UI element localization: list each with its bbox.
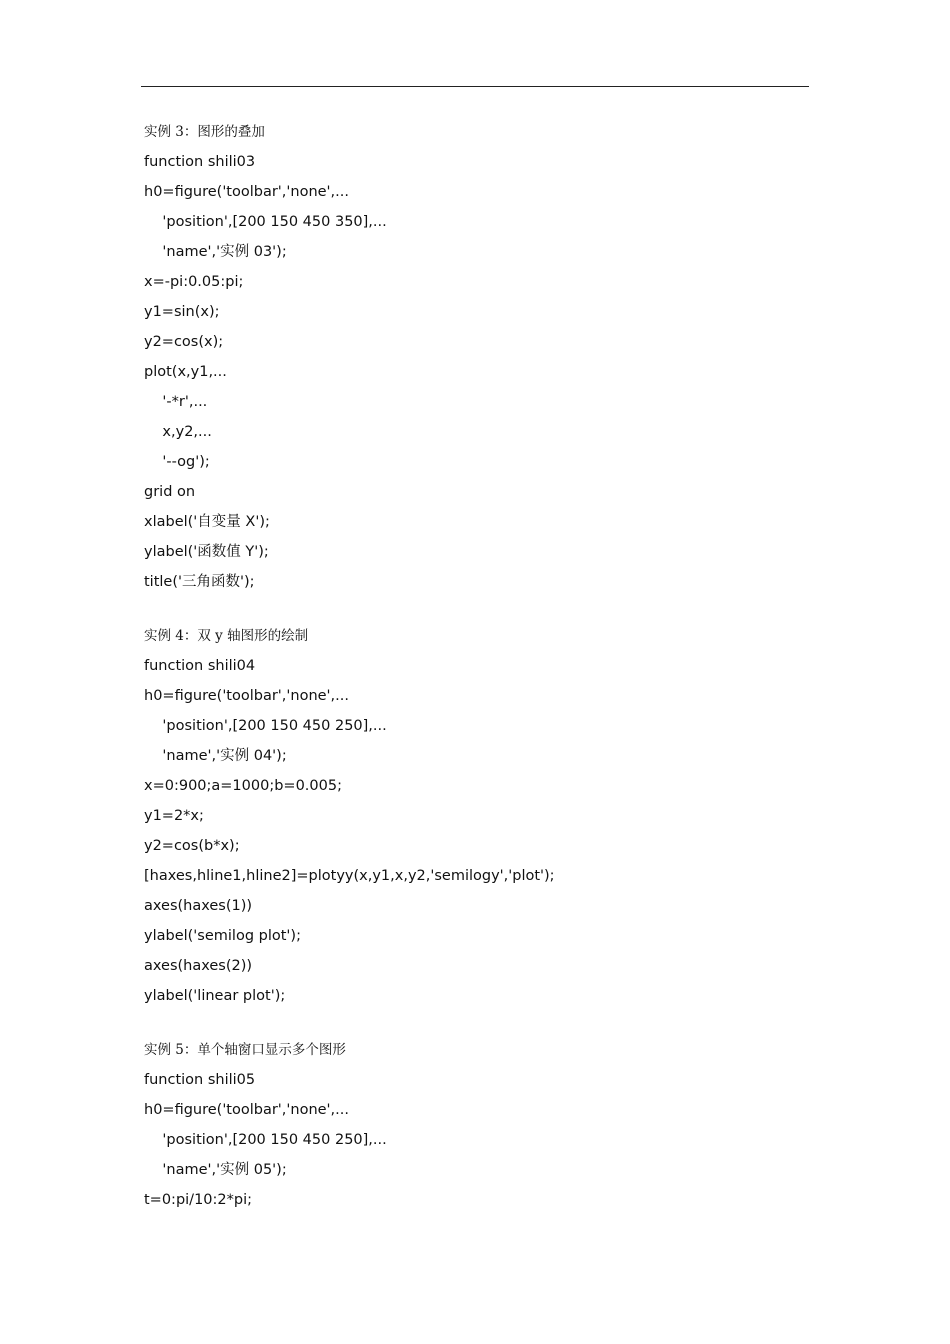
- code-line: h0=figure('toolbar','none',...: [144, 184, 349, 200]
- code-line: x,y2,...: [144, 424, 212, 440]
- code-line: '-*r',...: [144, 394, 208, 410]
- code-line: h0=figure('toolbar','none',...: [144, 688, 349, 704]
- code-line: ylabel('semilog plot');: [144, 928, 301, 944]
- code-line: '--og');: [144, 454, 210, 470]
- code-line: axes(haxes(1)): [144, 898, 253, 914]
- code-line: xlabel('自变量 X');: [144, 514, 270, 530]
- code-line: h0=figure('toolbar','none',...: [144, 1102, 349, 1118]
- code-line: ylabel('linear plot');: [144, 988, 286, 1004]
- example-3-section: [144, 117, 804, 597]
- code-line: title('三角函数');: [144, 574, 255, 590]
- code-line: x=-pi:0.05:pi;: [144, 274, 244, 290]
- example-4-section: [144, 621, 804, 1011]
- code-line: grid on: [144, 484, 196, 500]
- code-line: t=0:pi/10:2*pi;: [144, 1192, 252, 1208]
- code-line: 'position',[200 150 450 350],...: [144, 214, 387, 230]
- section-title: 实例 3：图形的叠加: [144, 124, 265, 140]
- code-line: 'position',[200 150 450 250],...: [144, 718, 387, 734]
- code-line: y1=sin(x);: [144, 304, 220, 320]
- code-line: plot(x,y1,...: [144, 364, 227, 380]
- code-line: ylabel('函数值 Y');: [144, 544, 269, 560]
- document-body: [144, 117, 804, 1239]
- code-line: y2=cos(x);: [144, 334, 224, 350]
- code-line: 'name','实例 05');: [144, 1162, 287, 1178]
- code-line: function shili04: [144, 658, 256, 674]
- code-line: y2=cos(b*x);: [144, 838, 240, 854]
- code-line: axes(haxes(2)): [144, 958, 253, 974]
- example-5-section: [144, 1035, 804, 1215]
- code-line: x=0:900;a=1000;b=0.005;: [144, 778, 342, 794]
- code-line: y1=2*x;: [144, 808, 204, 824]
- code-line: 'name','实例 03');: [144, 244, 287, 260]
- section-title: 实例 5：单个轴窗口显示多个图形: [144, 1042, 346, 1058]
- header-rule: [141, 86, 809, 87]
- code-line: 'position',[200 150 450 250],...: [144, 1132, 387, 1148]
- section-title: 实例 4：双 y 轴图形的绘制: [144, 628, 309, 644]
- code-line: 'name','实例 04');: [144, 748, 287, 764]
- code-line: [haxes,hline1,hline2]=plotyy(x,y1,x,y2,'semilogy','plot');: [144, 868, 555, 884]
- code-line: function shili05: [144, 1072, 256, 1088]
- code-line: function shili03: [144, 154, 256, 170]
